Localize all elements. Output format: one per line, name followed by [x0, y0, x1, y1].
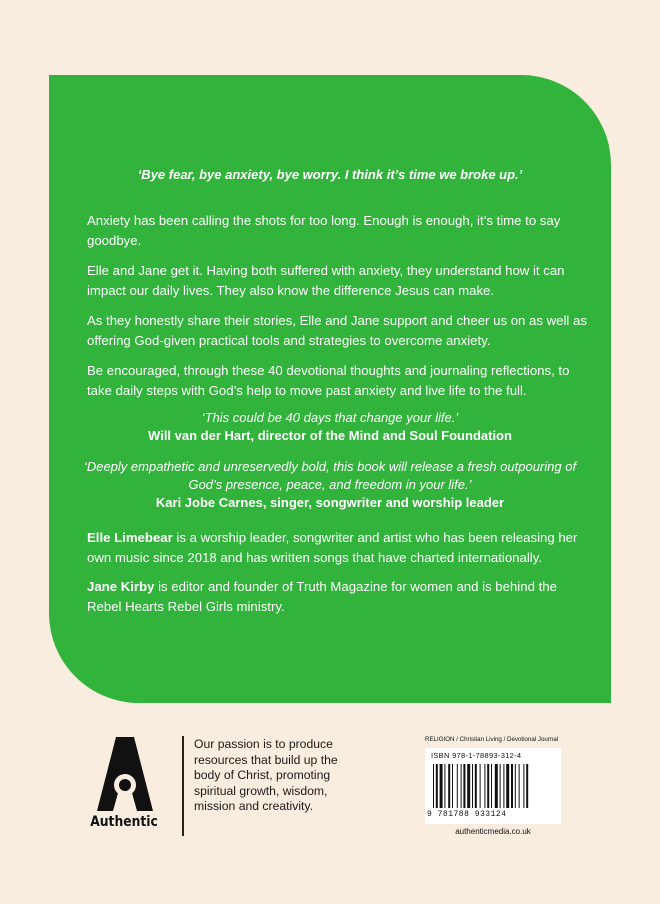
back-cover-panel	[49, 75, 611, 703]
isbn: ISBN 978-1-78893-312-4	[431, 751, 522, 760]
website: authenticmedia.co.uk	[455, 827, 531, 836]
endorsement-author: Will van der Hart, director of the Mind and Soul Foundation	[148, 428, 512, 443]
author-name: Jane Kirby	[87, 579, 155, 594]
tagline: ‘Bye fear, bye anxiety, bye worry. I think it’s time we broke up.’	[137, 167, 523, 182]
blurb-paragraph: Anxiety has been calling the shots for too long. Enough is enough, it’s time to say goodbye.	[87, 213, 561, 248]
book-category: RELIGION / Christian Living / Devotional Journal	[425, 736, 559, 743]
barcode-area	[425, 736, 565, 836]
author-name: Elle Limebear	[87, 530, 173, 545]
blurb-paragraph: As they honestly share their stories, Elle and Jane support and cheer us on as well as offering God-given practical tools and strategies to overcome anxiety.	[87, 313, 587, 348]
author-bio-text: is a worship leader, songwriter and artist who has been releasing her own music since 2018 and has written songs that have charted internationally.	[87, 530, 578, 565]
author-bio	[87, 528, 587, 568]
endorsement	[79, 458, 581, 512]
endorsement-quote: ‘This could be 40 days that change your life.’	[201, 410, 459, 425]
blurb	[87, 211, 587, 411]
publisher-name: Authentic	[90, 814, 158, 830]
barcode	[425, 748, 561, 824]
endorsement	[79, 409, 581, 445]
barcode-digits: 9 781788 933124	[427, 810, 507, 819]
blurb-paragraph: Be encouraged, through these 40 devotional thoughts and journaling reflections, to take daily steps with God’s help to move past anxiety and live life to the full.	[87, 363, 570, 398]
author-bios	[87, 528, 587, 626]
author-bio	[87, 577, 587, 617]
blurb-paragraph: Elle and Jane get it. Having both suffered with anxiety, they understand how it can impact our daily lives. They also know the difference Jesus can make.	[87, 263, 565, 298]
endorsement-quote: ‘Deeply empathetic and unreservedly bold, this book will release a fresh outpouring of God’s presence, peace, and freedom in your life.’	[83, 459, 577, 492]
barcode-bars	[433, 764, 553, 810]
author-bio-text: is editor and founder of Truth Magazine for women and is behind the Rebel Hearts Rebel Girls ministry.	[87, 579, 557, 614]
divider	[182, 736, 184, 836]
endorsement-author: Kari Jobe Carnes, singer, songwriter and worship leader	[155, 495, 505, 510]
publisher-mission: Our passion is to produce resources that build up the body of Christ, promoting spiritual growth, wisdom, mission and creativity.	[194, 737, 338, 814]
